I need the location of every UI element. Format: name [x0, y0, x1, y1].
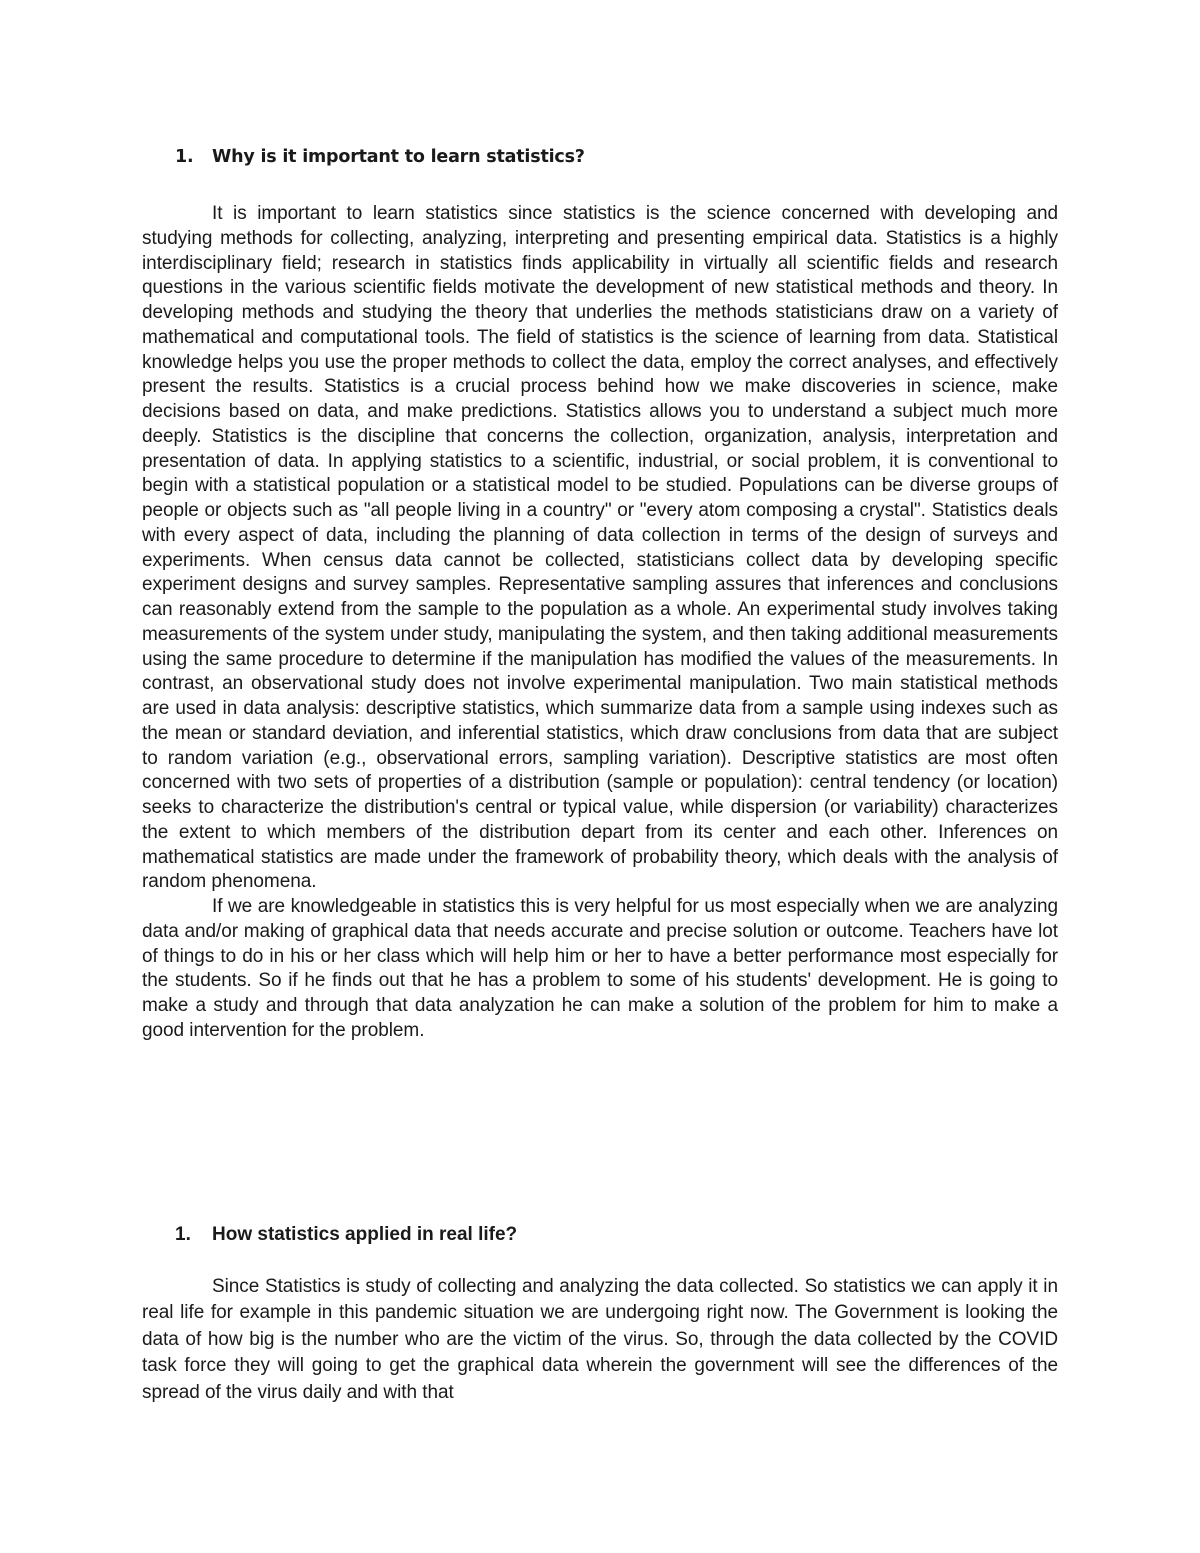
answer-paragraph: It is important to learn statistics since statistics is the science concerned with developing and studying methods for collecting, analyzing, interpreting and presenting empirical data. Statistics is a highly interdisciplinary field; research in statistics finds applicability in virtually all scientific fields and research questions in the various scientific fields motivate the development of new statistical methods and theory. In developing methods and studying the theory that underlies the methods statisticians draw on a variety of mathematical and computational tools. The field of statistics is the science of learning from data. Statistical knowledge helps you use the proper methods to collect the data, employ the correct analyses, and effectively present the results. Statistics is a crucial process behind how we make discoveries in science, make decisions based on data, and make predictions. Statistics allows you to understand a subject much more deeply. Statistics is the discipline that concerns the collection, organization, analysis, interpretation and presentation of data. In applying statistics to a scientific, industrial, or social problem, it is conventional to begin with a statistical population or a statistical model to be studied. Populations can be diverse groups of people or objects such as "all people living in a country" or "every atom composing a crystal". Statistics deals with every aspect of data, including the planning of data collection in terms of the design of surveys and experiments. When census data cannot be collected, statisticians collect data by developing specific experiment designs and survey samples. Representative sampling assures that inferences and conclusions can reasonably extend from the sample to the population as a whole. An experimental study involves taking measurements of the system under study, manipulating the system, and then taking additional measurements using the same procedure to determine if the manipulation has modified the values of the measurements. In contrast, an observational study does not involve experimental manipulation. Two main statistical methods are used in data analysis: descriptive statistics, which summarize data from a sample using indexes such as the mean or standard deviation, and inferential statistics, which draw conclusions from data that are subject to random variation (e.g., observational errors, sampling variation). Descriptive statistics are most often concerned with two sets of properties of a distribution (sample or population): central tendency (or location) seeks to characterize the distribution's central or typical value, while dispersion (or variability) characterizes the extent to which members of the distribution depart from its center and each other. Inferences on mathematical statistics are made under the framework of probability theory, which deals with the analysis of random phenomena. [142, 203, 1058, 893]
question-text: How statistics applied in real life? [212, 1224, 518, 1245]
question-text: Why is it important to learn statistics? [212, 147, 585, 167]
question-section-importance [142, 145, 1058, 1044]
question-section-real-life [142, 1223, 1058, 1406]
question-heading [142, 145, 1058, 169]
answer-paragraph: Since Statistics is study of collecting and analyzing the data collected. So statistics we can apply it in real life for example in this pandemic situation we are undergoing right now. The Government is looking the data of how big is the number who are the victim of the virus. So, through the data collected by the COVID task force they will going to get the graphical data wherein the government will see the differences of the spread of the virus daily and with that [142, 1276, 1058, 1403]
question-heading [142, 1223, 1058, 1247]
list-number: 1. [175, 147, 194, 167]
answer-paragraph: If we are knowledgeable in statistics this is very helpful for us most especially when we are analyzing data and/or making of graphical data that needs accurate and precise solution or outcome. Teachers have lot of things to do in his or her class which will help him or her to have a better performance most especially for the students. So if he finds out that he has a problem to some of his students' development. He is going to make a study and through that data analyzation he can make a solution of the problem for him to make a good intervention for the problem. [142, 896, 1058, 1041]
list-number: 1. [175, 1224, 191, 1245]
